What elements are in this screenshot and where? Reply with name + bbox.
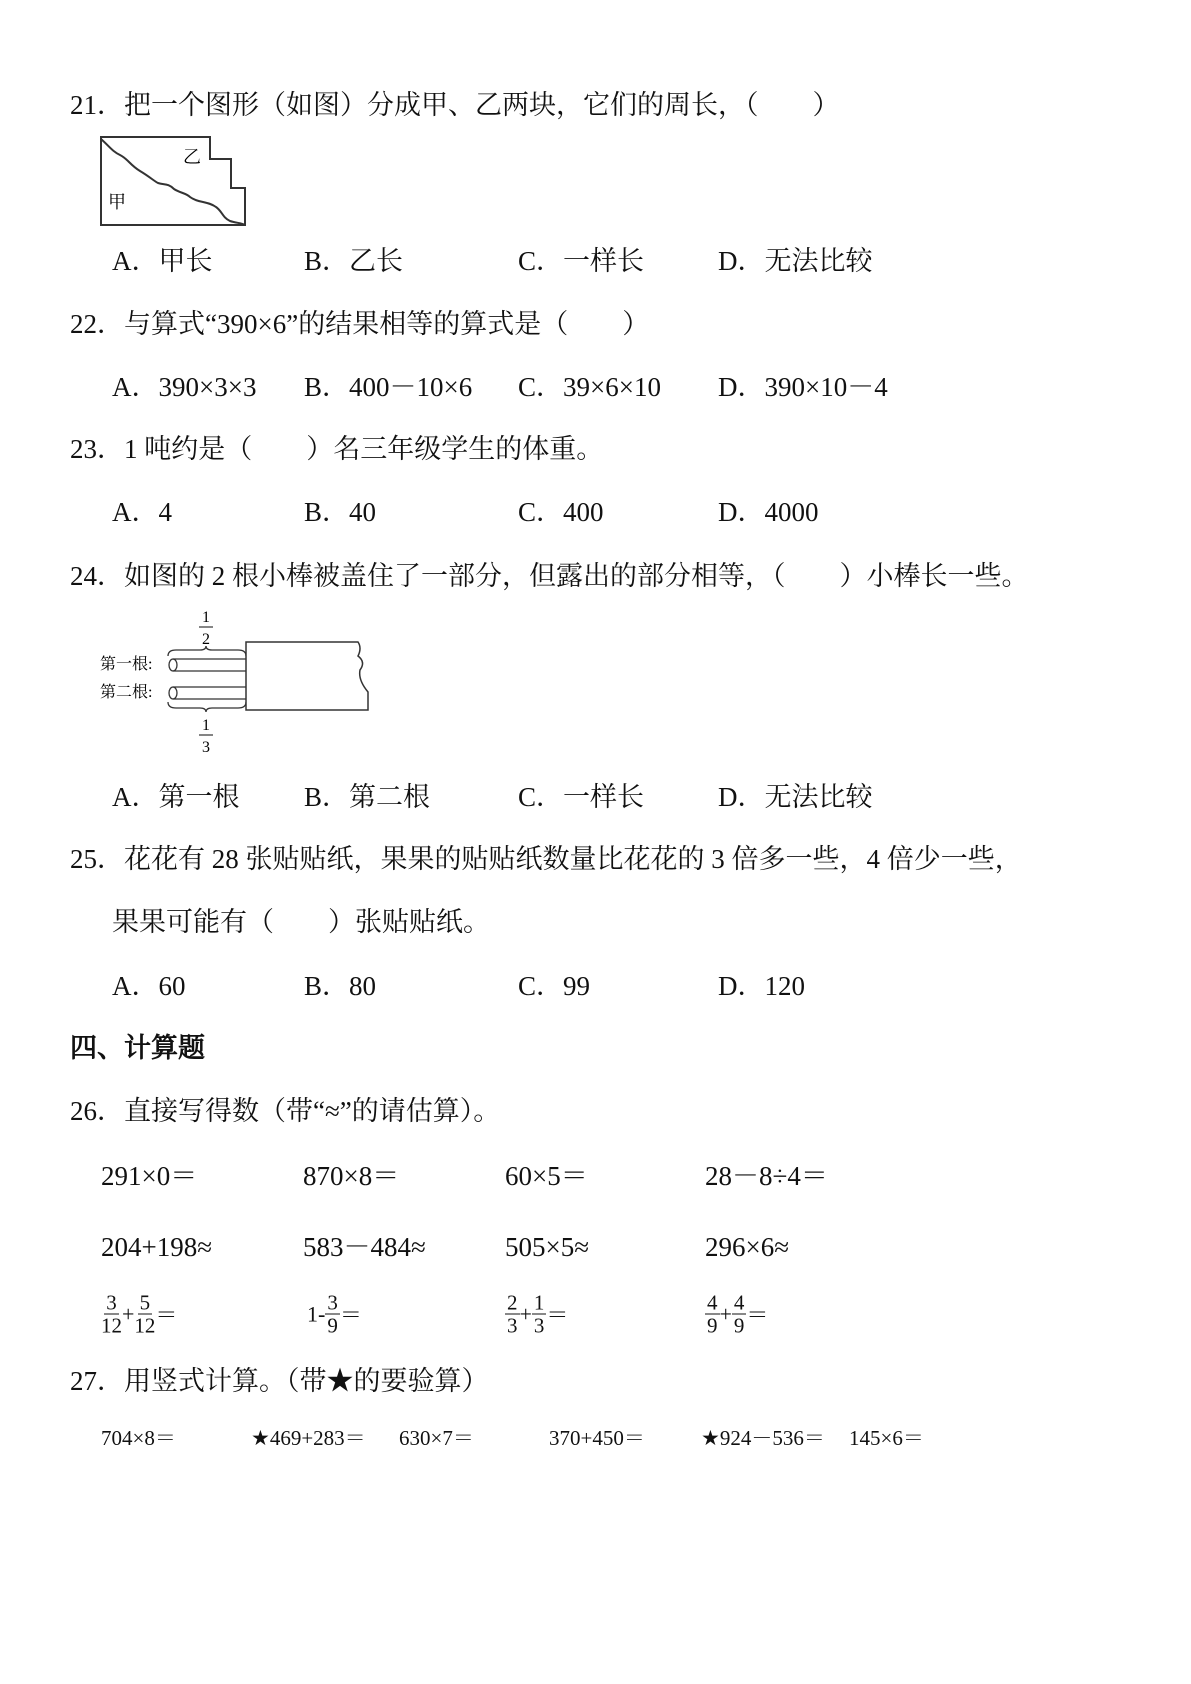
q22-option-a[interactable]: A．390×3×3 [112, 372, 257, 402]
operator: + [519, 1301, 532, 1326]
section-title: 四、计算题 [70, 1033, 205, 1063]
q22-option-b[interactable]: B．400－10×6 [304, 372, 473, 402]
denominator: 12 [134, 1313, 156, 1338]
q25-option-d[interactable]: D．120 [718, 971, 805, 1001]
q21-option-b[interactable]: B．乙长 [304, 246, 404, 276]
q21-option-c[interactable]: C．一样长 [518, 246, 645, 276]
q24-option-a[interactable]: A．第一根 [112, 782, 240, 812]
fraction-expression [101, 1292, 177, 1337]
q23-option-a[interactable]: A．4 [112, 497, 172, 527]
q24-stem: 24．如图的 2 根小棒被盖住了一部分，但露出的部分相等，（ ）小棒长一些。 [70, 561, 1029, 591]
q25-option-b[interactable]: B．80 [304, 971, 377, 1001]
q22-option-c[interactable]: C．39×6×10 [518, 372, 661, 402]
q24-option-d[interactable]: D．无法比较 [718, 782, 873, 812]
equals: ＝ [155, 1302, 178, 1328]
q23-option-b[interactable]: B．40 [304, 497, 377, 527]
q27-item: 630×7＝ [399, 1426, 474, 1450]
q27-item: 704×8＝ [101, 1426, 176, 1450]
q27-item: ★469+283＝ [251, 1426, 366, 1450]
q26-item: 870×8＝ [303, 1161, 400, 1191]
numerator: 1 [533, 1290, 545, 1315]
fraction-expression [307, 1292, 362, 1337]
q21-figure [98, 133, 273, 231]
bottom-fraction-num: 1 [202, 717, 210, 734]
q26-item: 204+198≈ [101, 1232, 213, 1262]
equals: ＝ [339, 1302, 362, 1328]
fig-label-yi: 乙 [183, 147, 201, 167]
q26-item: 296×6≈ [705, 1232, 790, 1262]
q26-item: 583－484≈ [303, 1232, 426, 1262]
q21-option-a[interactable]: A．甲长 [112, 246, 213, 276]
denominator: 3 [533, 1313, 545, 1338]
q26-item: 291×0＝ [101, 1161, 198, 1191]
fraction-expression [505, 1292, 568, 1337]
numerator: 4 [733, 1290, 745, 1315]
q27-item: 370+450＝ [549, 1426, 645, 1450]
bottom-fraction-den: 3 [202, 739, 210, 756]
numerator: 5 [139, 1290, 151, 1315]
q23-option-d[interactable]: D．4000 [718, 497, 819, 527]
q26-stem: 26．直接写得数（带“≈”的请估算）。 [70, 1096, 501, 1126]
fraction-expression [705, 1292, 768, 1337]
numerator: 2 [507, 1290, 518, 1315]
denominator: 9 [327, 1313, 338, 1338]
numerator: 4 [707, 1290, 718, 1315]
q25-option-a[interactable]: A．60 [112, 971, 186, 1001]
denominator: 9 [707, 1313, 718, 1338]
q25-stem-line2: 果果可能有（ ）张贴贴纸。 [112, 907, 490, 937]
q27-item: ★924－536＝ [701, 1426, 825, 1450]
operator: + [719, 1301, 732, 1326]
q23-option-c[interactable]: C．400 [518, 497, 604, 527]
numerator: 3 [327, 1290, 338, 1315]
q22-option-d[interactable]: D．390×10－4 [718, 372, 888, 402]
q25-option-c[interactable]: C．99 [518, 971, 591, 1001]
q23-stem: 23．1 吨约是（ ）名三年级学生的体重。 [70, 434, 604, 464]
q24-option-b[interactable]: B．第二根 [304, 782, 431, 812]
q24-figure [96, 606, 386, 766]
q26-item: 60×5＝ [505, 1161, 588, 1191]
fig-label-jia: 甲 [108, 192, 126, 212]
q21-stem: 21．把一个图形（如图）分成甲、乙两块，它们的周长，（ ） [70, 90, 840, 120]
operator: + [122, 1301, 135, 1326]
q25-stem-line1: 25．花花有 28 张贴贴纸，果果的贴贴纸数量比花花的 3 倍多一些，4 倍少一些， [70, 844, 1022, 874]
q24-option-c[interactable]: C．一样长 [518, 782, 645, 812]
label-second-stick: 第二根: [100, 684, 153, 701]
top-fraction-num: 1 [202, 609, 210, 626]
q22-stem: 22．与算式“390×6”的结果相等的算式是（ ） [70, 309, 650, 339]
denominator: 3 [507, 1313, 518, 1338]
q27-stem: 27．用竖式计算。（带★的要验算） [70, 1366, 489, 1396]
lead: 1- [307, 1301, 326, 1326]
top-fraction-den: 2 [202, 631, 210, 648]
denominator: 9 [733, 1313, 745, 1338]
q26-item: 28－8÷4＝ [705, 1161, 828, 1191]
numerator: 3 [106, 1290, 117, 1315]
q26-item: 505×5≈ [505, 1232, 590, 1262]
q27-item: 145×6＝ [849, 1426, 924, 1450]
label-first-stick: 第一根: [100, 656, 153, 673]
equals: ＝ [546, 1302, 569, 1328]
equals: ＝ [746, 1302, 769, 1328]
q21-option-d[interactable]: D．无法比较 [718, 246, 873, 276]
denominator: 12 [101, 1313, 122, 1338]
